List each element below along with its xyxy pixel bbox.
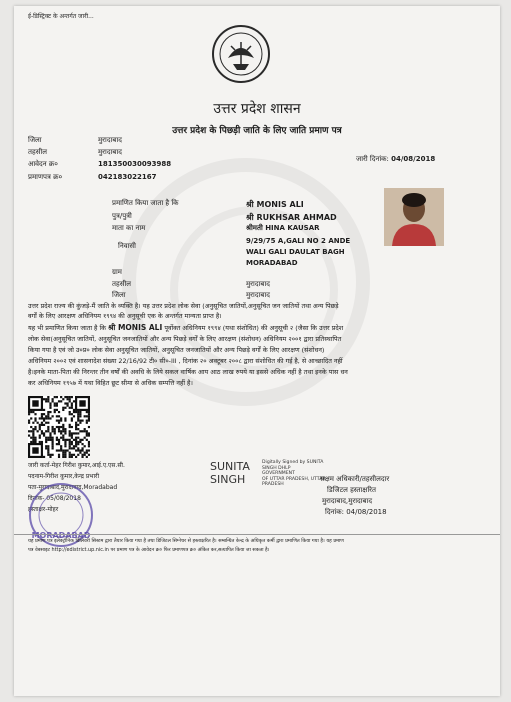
tehsil-label: तहसील — [28, 148, 47, 156]
mother-name: श्रीमती HINA KAUSAR — [246, 224, 320, 232]
district-label: जिला — [28, 136, 42, 144]
person-tehsil-value: मुरादाबाद — [246, 280, 270, 288]
address-line-3: MORADABAD — [246, 259, 298, 267]
issuer-line-4: दिनांक- 05/08/2018 — [28, 495, 81, 502]
footer-line-2: पत्र वेबसाइट http://edistrict.up.nic.in पर प्रमाण पत्र के आवेदन क्र० फिर प्रमाणपत्र क्र० अंकित कर,सत्यापित किया जा सकता है। — [28, 547, 270, 553]
footer-line-1: यह प्रमाण पत्र इलेक्ट्रॉनिक डिलिवरी सिस्टम द्वारा तैयार किया गया है तथा डिजिटल सिग्नेचर से हस्ताक्षरित है। सम्बन्धित केन्द्र के अधिकृत कर्मी द्वारा प्रमाणित किया गया है। यह प्रमाण — [28, 538, 344, 544]
qr-code — [28, 396, 90, 458]
body-line-6: अधिनियम २००२ एवं शासनादेश संख्या 22/16/92 टी० सी०-III , दिनांक २० अक्टूबर २००८ द्वारा संशोधित की गई है, से आच्छादित नहीं — [28, 357, 343, 365]
issue-date-label: जारी दिनांक: — [356, 155, 389, 163]
village-label: ग्राम — [112, 268, 122, 276]
issue-date-value: 04/08/2018 — [391, 155, 436, 163]
body-line-5: किया गया है एवं जो उ०प्र० लोक सेवा अनुसूचित जातियों, अनुसूचित जनजातियों और अन्य पिछड़े वर्गों के लिए आरक्षण (संशोधन) — [28, 346, 325, 354]
header-note: ई-डिस्ट्रिक्ट के अन्तर्गत जारी... — [28, 13, 94, 20]
address-line-1: 9/29/75 A,GALI NO 2 ANDE — [246, 237, 351, 245]
person-district-label: जिला — [112, 291, 126, 299]
issuer-line-2: पदनाम-गिरीश कुमार,केन्द्र प्रभारी — [28, 473, 100, 480]
authority-date: दिनांक: 04/08/2018 — [325, 508, 387, 516]
authority-line-2: डिजिटल हस्ताक्षरित — [327, 486, 376, 494]
body-line-1: उत्तर प्रदेश राज्य की कुंजड़े-मैं जाति के व्यक्ति है। यह उत्तर प्रदेश लोक सेवा (अनुसूचित जातियों,अनुसूचित जन जातियों तथा अन्य पिछड़े — [28, 302, 339, 310]
body-line-3: यह भी प्रमाणित किया जाता है कि श्री MONIS ALI पूर्वोक्त अधिनियम १९९४ (यथा संशोधित) की अनुसूची २ (जैसा कि उत्तर प्रदेश — [28, 323, 344, 332]
authority-line-3: मुरादाबाद,मुरादाबाद — [322, 497, 373, 505]
body-line-7: है।इनके माता-पिता की निरन्तर तीन वर्षों की अवधि के लिये सकल वार्षिक आय आठ लाख रुपये या इससे अधिक नहीं है तथा इनके पास धन — [28, 368, 348, 376]
certificate-label: प्रमाणपत्र क्र० — [28, 173, 63, 181]
issuer-line-3: पता-मुरादाबाद,मुरादाबाद,Moradabad — [28, 484, 118, 491]
authority-line-1: सक्षम अधिकारी/तहसीलदार — [320, 475, 390, 483]
issue-date — [356, 155, 435, 164]
page-subtitle: उत्तर प्रदेश के पिछड़ी जाति के लिए जाति प्रमाण पत्र — [172, 126, 342, 136]
body-line-2: वर्गों के लिए आरक्षण अधिनियम १९९४ की अनुसूची एक के अन्तर्गत मान्यता प्राप्त है। — [28, 312, 222, 320]
digital-signature-details: Digitally Signed by SUNITA SINGH DHLP GOVERNMENT OF UTTAR PRADESH, UTTAR PRADESH — [262, 460, 326, 488]
person-district-value: मुरादाबाद — [246, 291, 270, 299]
certificate-page — [14, 6, 500, 696]
certified-label: प्रमाणित किया जाता है कि — [112, 199, 179, 207]
mother-label: माता का नाम — [112, 224, 146, 232]
issuer-line-5: हस्ताक्षर-मोहर — [28, 506, 59, 513]
resident-label: निवासी — [118, 242, 136, 250]
tehsil-value: मुरादाबाद — [98, 148, 122, 156]
address-line-2: WALI GALI DAULAT BAGH — [246, 248, 345, 256]
application-number: 181350030093988 — [98, 160, 172, 168]
applicant-photo — [384, 188, 444, 246]
body-applicant-name: श्री MONIS ALI — [108, 323, 163, 332]
applicant-name: श्री MONIS ALI — [246, 200, 304, 209]
district-value: मुरादाबाद — [98, 136, 122, 144]
page-title: उत्तर प्रदेश शासन — [213, 101, 301, 117]
body-line-4: लोक सेवा(अनुसूचित जातियों, अनुसूचित जनजातियों और अन्य पिछड़े वर्गों के लिए आरक्षण (संशोधन) अधिनियम २००१ द्वारा प्रतिस्थापित — [28, 335, 342, 343]
stamp-text: MORADABAD — [31, 531, 91, 540]
application-label: आवेदन क्र० — [28, 160, 58, 168]
relation-label: पुत्र/पुत्री — [112, 212, 132, 220]
issuer-line-1: जारी कर्ता-मेहर गिरीश कुमार,आई.ए.एस.सी. — [28, 462, 125, 469]
footer-divider — [14, 534, 500, 535]
signature-name: SUNITA SINGH — [210, 460, 250, 486]
father-name: श्री RUKHSAR AHMAD — [246, 213, 337, 222]
person-tehsil-label: तहसील — [112, 280, 131, 288]
body-line-8: कर अधिनियम १९५७ में यथा विहित छूट सीमा से अधिक सम्पत्ति नहीं है। — [28, 379, 193, 387]
certificate-number: 042183022167 — [98, 173, 157, 181]
up-emblem-icon — [211, 24, 271, 84]
